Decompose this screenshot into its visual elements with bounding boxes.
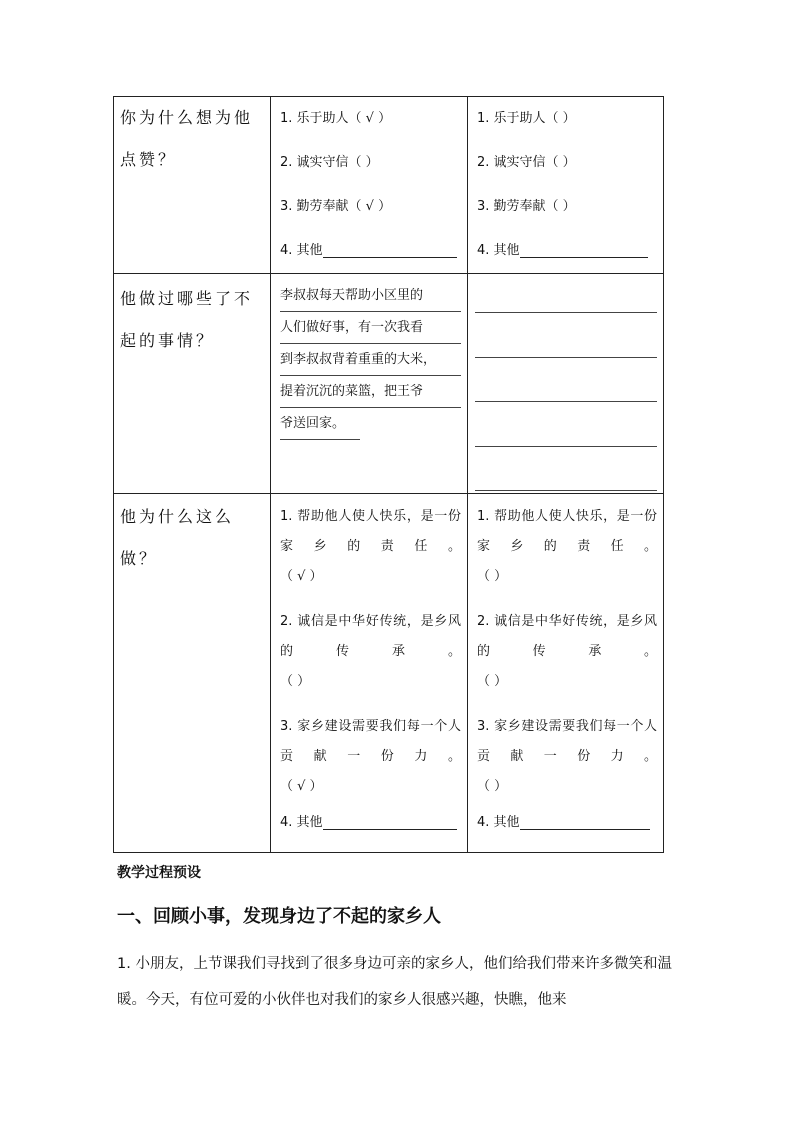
answer-line: 到李叔叔背着重重的大米，	[280, 344, 461, 376]
option-item	[271, 229, 467, 273]
reason-mark: （ ）	[477, 779, 508, 794]
question-cell	[114, 97, 271, 274]
option-item	[468, 97, 663, 141]
reason-text: 3. 家乡建设需要我们每一个人贡献一份力。	[477, 719, 657, 764]
reason-item	[280, 712, 461, 802]
writing-line	[475, 313, 657, 358]
table-row	[114, 494, 664, 853]
reason-item	[477, 712, 657, 802]
option-label: 1. 乐于助人	[280, 111, 349, 126]
reason-mark: （ √ ）	[280, 569, 323, 584]
table-row	[114, 97, 664, 274]
option-mark: （ ）	[545, 155, 576, 170]
question-cell	[114, 494, 271, 853]
reason-other	[280, 808, 461, 838]
table-row	[114, 274, 664, 494]
question-text: 他做过哪些了不起的事情？	[120, 289, 254, 350]
reason-other-label: 4. 其他	[477, 815, 520, 830]
praise-form-table	[113, 96, 664, 853]
option-mark: （ ）	[348, 155, 379, 170]
reason-other-label: 4. 其他	[280, 815, 323, 830]
answer-cell-right	[468, 97, 664, 274]
answer-line: 人们做好事，有一次我看	[280, 312, 461, 344]
option-item	[468, 141, 663, 185]
reason-text: 1. 帮助他人使人快乐，是一份家乡的责任。	[280, 509, 461, 554]
section-heading: 一、回顾小事，发现身边了不起的家乡人	[117, 906, 441, 927]
question-text: 你为什么想为他点赞？	[120, 108, 254, 169]
reason-text: 2. 诚信是中华好传统，是乡风的传承。	[477, 614, 657, 659]
fill-in-blank[interactable]	[323, 241, 457, 258]
reason-text: 2. 诚信是中华好传统，是乡风的传承。	[280, 614, 461, 659]
option-item	[468, 229, 663, 273]
answer-line: 提着沉沉的菜篮，把王爷	[280, 376, 461, 408]
writing-line	[475, 447, 657, 492]
reason-mark: （ √ ）	[280, 779, 323, 794]
fill-in-blank[interactable]	[520, 813, 650, 830]
reason-mark: （ ）	[280, 674, 311, 689]
answer-cell-left	[271, 97, 468, 274]
fill-in-blank[interactable]	[520, 241, 648, 258]
reason-mark: （ ）	[477, 569, 508, 584]
reason-other	[477, 808, 657, 838]
reason-item	[280, 607, 461, 697]
option-label: 4. 其他	[280, 243, 323, 258]
option-mark: （ ）	[545, 111, 576, 126]
reason-text: 3. 家乡建设需要我们每一个人贡献一份力。	[280, 719, 461, 764]
answer-line: 李叔叔每天帮助小区里的	[280, 280, 461, 312]
option-label: 2. 诚实守信	[477, 155, 546, 170]
question-text: 他为什么这么做？	[120, 507, 235, 568]
option-label: 3. 勤劳奉献	[280, 199, 349, 214]
option-mark: （ √ ）	[348, 199, 392, 214]
fill-in-blank[interactable]	[323, 813, 457, 830]
reason-text: 1. 帮助他人使人快乐，是一份家乡的责任。	[477, 509, 657, 554]
question-cell	[114, 274, 271, 494]
reason-options	[468, 494, 663, 838]
answer-cell-left	[271, 274, 468, 494]
reason-item	[477, 502, 657, 592]
handwritten-answer	[271, 274, 467, 452]
answer-cell-left	[271, 494, 468, 853]
reason-item	[280, 502, 461, 592]
writing-line	[475, 284, 657, 313]
writing-line	[475, 402, 657, 447]
answer-line: 爷送回家。	[280, 408, 360, 440]
option-label: 4. 其他	[477, 243, 520, 258]
option-mark: （ √ ）	[348, 111, 392, 126]
option-label: 2. 诚实守信	[280, 155, 349, 170]
option-label: 1. 乐于助人	[477, 111, 546, 126]
option-mark: （ ）	[545, 199, 576, 214]
answer-cell-right	[468, 274, 664, 494]
answer-cell-right	[468, 494, 664, 853]
reason-mark: （ ）	[477, 674, 508, 689]
writing-line	[475, 358, 657, 403]
reason-item	[477, 607, 657, 697]
reason-options	[271, 494, 467, 838]
body-paragraph: 1. 小朋友，上节课我们寻找到了很多身边可亲的家乡人，他们给我们带来许多微笑和温暖。今天，有位可爱的小伙伴也对我们的家乡人很感兴趣，快瞧，他来	[117, 956, 672, 1008]
plan-title: 教学过程预设	[117, 865, 201, 881]
option-label: 3. 勤劳奉献	[477, 199, 546, 214]
blank-writing-lines[interactable]	[468, 274, 663, 491]
option-item	[271, 141, 467, 185]
option-item	[271, 185, 467, 229]
option-item	[468, 185, 663, 229]
option-item	[271, 97, 467, 141]
